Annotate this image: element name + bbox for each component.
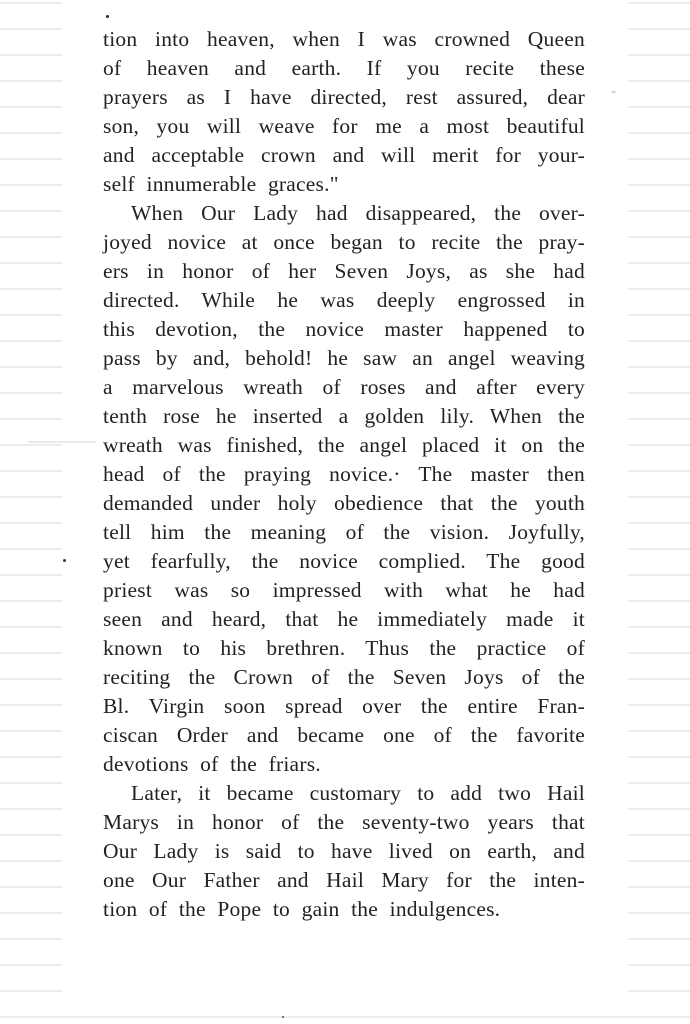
text-line: son, you will weave for me a most beautiful [103,114,585,138]
text-line: of heaven and earth. If you recite these [103,56,585,80]
text-line: head of the praying novice.· The master then [103,462,585,486]
text-line: pass by and, behold! he saw an angel weaving [103,346,585,370]
text-line: Our Lady is said to have lived on earth, and [103,839,585,863]
text-line: self innumerable graces." [103,172,339,196]
ink-speck [282,1016,284,1018]
text-line: one Our Father and Hail Mary for the inten- [103,868,585,892]
page-text [103,25,585,924]
book-page [62,0,628,992]
text-line: demanded under holy obedience that the youth [103,491,585,515]
text-line: priest was so impressed with what he had [103,578,585,602]
ink-speck [611,91,616,93]
text-line: Later, it became customary to add two Hail [131,781,585,805]
text-line: directed. While he was deeply engrossed in [103,288,585,312]
text-line: tenth rose he inserted a golden lily. When the [103,404,585,428]
text-line: and acceptable crown and will merit for your- [103,143,585,167]
text-line: ciscan Order and became one of the favorite [103,723,585,747]
text-line: seen and heard, that he immediately made it [103,607,585,631]
text-line: this devotion, the novice master happened to [103,317,585,341]
text-line: known to his brethren. Thus the practice of [103,636,585,660]
paragraph [103,779,585,924]
scan-smudge [28,441,96,443]
text-line: yet fearfully, the novice complied. The good [103,549,585,573]
text-line: devotions of the friars. [103,752,321,776]
text-line: a marvelous wreath of roses and after every [103,375,585,399]
text-line: Marys in honor of the seventy-two years that [103,810,585,834]
text-line: tion into heaven, when I was crowned Queen [103,27,585,51]
text-line: When Our Lady had disappeared, the over- [131,201,585,225]
ink-speck [106,15,109,18]
text-line: reciting the Crown of the Seven Joys of the [103,665,585,689]
text-line: wreath was finished, the angel placed it on the [103,433,585,457]
text-line: joyed novice at once began to recite the pray- [103,230,585,254]
text-line: ers in honor of her Seven Joys, as she had [103,259,585,283]
text-line: tion of the Pope to gain the indulgences. [103,897,501,921]
paragraph [103,25,585,199]
paragraph [103,199,585,779]
text-line: tell him the meaning of the vision. Joyfully, [103,520,585,544]
text-line: prayers as I have directed, rest assured, dear [103,85,585,109]
text-line: Bl. Virgin soon spread over the entire Fran- [103,694,585,718]
ink-speck [63,559,66,562]
